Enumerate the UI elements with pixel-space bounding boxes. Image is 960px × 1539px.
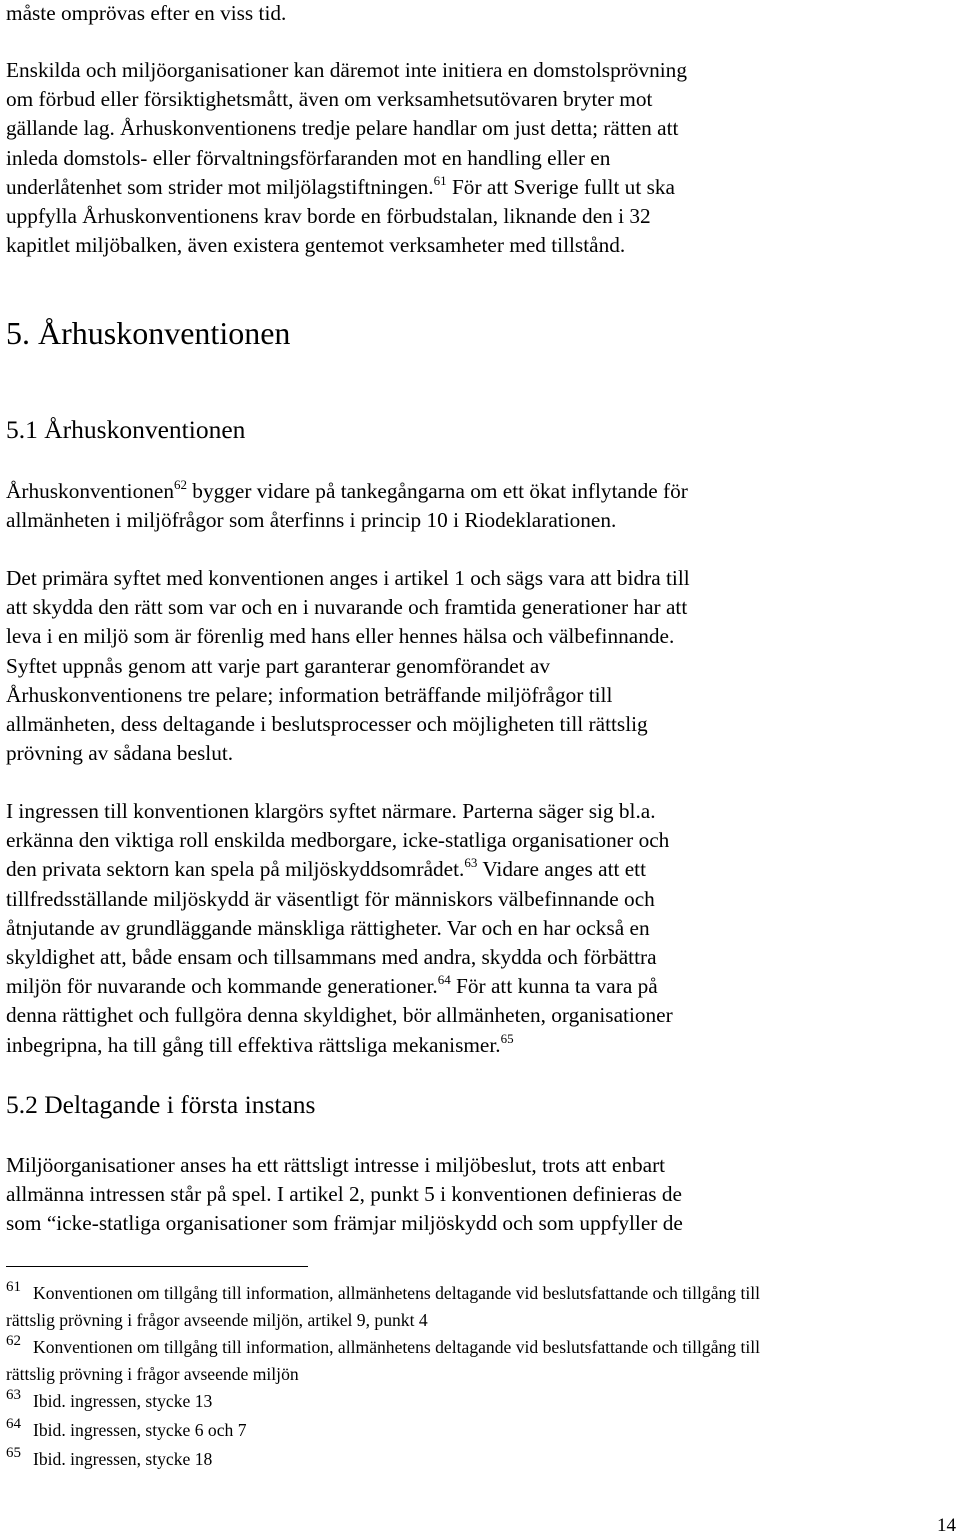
text-line: Syftet uppnås genom att varje part garanterar genomförandet av [6, 653, 551, 678]
paragraph-intro-fragment [6, 0, 286, 28]
text-line: I ingressen till konventionen klargörs syftet närmare. Parterna säger sig bl.a. [6, 799, 656, 823]
text-line [6, 855, 673, 884]
text-run: bygger vidare på tankegångarna om ett ökat inflytande för [186, 479, 688, 503]
text-run: För att kunna ta vara på [450, 974, 658, 999]
footnote-ref-61[interactable]: 61 [433, 172, 447, 188]
paragraph-environmental-organisations [6, 56, 687, 260]
paragraph-aarhus-intro [6, 477, 688, 535]
footnote-number: 65 [6, 1445, 21, 1461]
text-line [6, 1031, 673, 1060]
footnote-number: 62 [6, 1333, 21, 1349]
text-line: tillfredsställande miljöskydd är väsentligt för människors välbefinnande och [6, 886, 655, 911]
footnote-text: Ibid. ingressen, stycke 6 och 7 [33, 1420, 247, 1440]
text-line: prövning av sådana beslut. [6, 741, 234, 766]
text-run: underlåtenhet som strider mot miljölagstiftningen. [6, 174, 434, 199]
page-number: 14 [937, 1515, 956, 1536]
text-line: Det primära syftet med konventionen anges i artikel 1 och sägs vara att bidra till [6, 566, 690, 590]
footnote-text: Ibid. ingressen, stycke 13 [33, 1391, 213, 1411]
text-line: gällande lag. Århuskonventionens tredje pelare handlar om just detta; rätten att [6, 116, 679, 141]
text-run: Århuskonventionen [6, 479, 174, 503]
text-line: denna rättighet och fullgöra denna skyldighet, bör allmänheten, organisationer [6, 1003, 673, 1028]
footnote-number: 64 [6, 1416, 21, 1432]
text-line: som “icke-statliga organisationer som främjar miljöskydd och som uppfyller de [6, 1211, 683, 1236]
paragraph-primary-purpose [6, 564, 690, 768]
footnote-text-continued: rättslig prövning i frågor avseende miljön, artikel 9, punkt 4 [6, 1310, 428, 1330]
text-run: Vidare anges att ett [477, 857, 647, 882]
footnote-ref-63[interactable]: 63 [464, 855, 478, 871]
text-line: skyldighet att, både ensam och tillsammans med andra, skydda och förbättra [6, 944, 657, 969]
footnote-62 [6, 1335, 760, 1387]
text-line: inleda domstols- eller förvaltningsförfaranden mot en handling eller en [6, 145, 611, 170]
subsection-heading-5-1: 5.1 Århuskonventionen [6, 415, 246, 444]
text-line: allmänna intressen står på spel. I artikel 2, punkt 5 i konventionen definieras de [6, 1182, 682, 1207]
text-line [6, 972, 673, 1001]
text-line: Enskilda och miljöorganisationer kan däremot inte initiera en domstolsprövning [6, 58, 687, 82]
footnote-text: Ibid. ingressen, stycke 18 [33, 1449, 213, 1469]
footnote-65 [6, 1447, 212, 1474]
text-line: leva i en miljö som är förenlig med hans eller hennes hälsa och välbefinnande. [6, 624, 675, 649]
text-run: miljön för nuvarande och kommande generationer. [6, 974, 438, 999]
text-line: Århuskonventionens tre pelare; information beträffande miljöfrågor till [6, 682, 613, 707]
footnote-61 [6, 1281, 760, 1333]
paragraph-preamble [6, 797, 673, 1060]
text-line: allmänheten, dess deltagande i beslutsprocesser och möjligheten till rättslig [6, 711, 648, 736]
text-line: om förbud eller försiktighetsmått, även om verksamhetsutövaren bryter mot [6, 87, 653, 112]
footnote-text: Konventionen om tillgång till information, allmänhetens deltagande vid beslutsfattande och tillgång till [33, 1283, 761, 1303]
paragraph-first-instance [6, 1151, 683, 1239]
footnote-number: 61 [6, 1279, 21, 1295]
section-heading-5: 5. Århuskonventionen [6, 315, 291, 351]
text-line: att skydda den rätt som var och en i nuvarande och framtida generationer har att [6, 595, 688, 620]
subsection-heading-5-2: 5.2 Deltagande i första instans [6, 1090, 316, 1119]
footnote-ref-64[interactable]: 64 [437, 972, 451, 988]
text-line [6, 173, 687, 202]
text-line [6, 477, 688, 506]
text-run: För att Sverige fullt ut ska [446, 174, 675, 199]
text-line: åtnjutande av grundläggande mänskliga rättigheter. Var och en har också en [6, 915, 650, 940]
text-line: Miljöorganisationer anses ha ett rättsligt intresse i miljöbeslut, trots att enbart [6, 1153, 666, 1177]
footnote-ref-65[interactable]: 65 [500, 1030, 514, 1046]
text-line: kapitlet miljöbalken, även existera gentemot verksamheter med tillstånd. [6, 233, 626, 258]
footnote-text-continued: rättslig prövning i frågor avseende miljön [6, 1364, 299, 1384]
footnote-separator [6, 1266, 308, 1267]
text-line: måste omprövas efter en viss tid. [6, 1, 287, 25]
footnote-ref-62[interactable]: 62 [173, 477, 187, 492]
text-run: den privata sektorn kan spela på miljöskyddsområdet. [6, 857, 465, 882]
text-line: allmänheten i miljöfrågor som återfinns i princip 10 i Riodeklarationen. [6, 508, 617, 533]
text-line: erkänna den viktiga roll enskilda medborgare, icke-statliga organisationer och [6, 828, 670, 853]
footnote-number: 63 [6, 1387, 21, 1403]
footnote-64 [6, 1418, 247, 1445]
footnote-text: Konventionen om tillgång till information, allmänhetens deltagande vid beslutsfattande och tillgång till [33, 1337, 761, 1357]
footnote-63 [6, 1389, 212, 1416]
text-run: inbegripna, ha till gång till effektiva rättsliga mekanismer. [6, 1032, 501, 1057]
text-line: uppfylla Århuskonventionens krav borde en förbudstalan, liknande den i 32 [6, 203, 651, 228]
